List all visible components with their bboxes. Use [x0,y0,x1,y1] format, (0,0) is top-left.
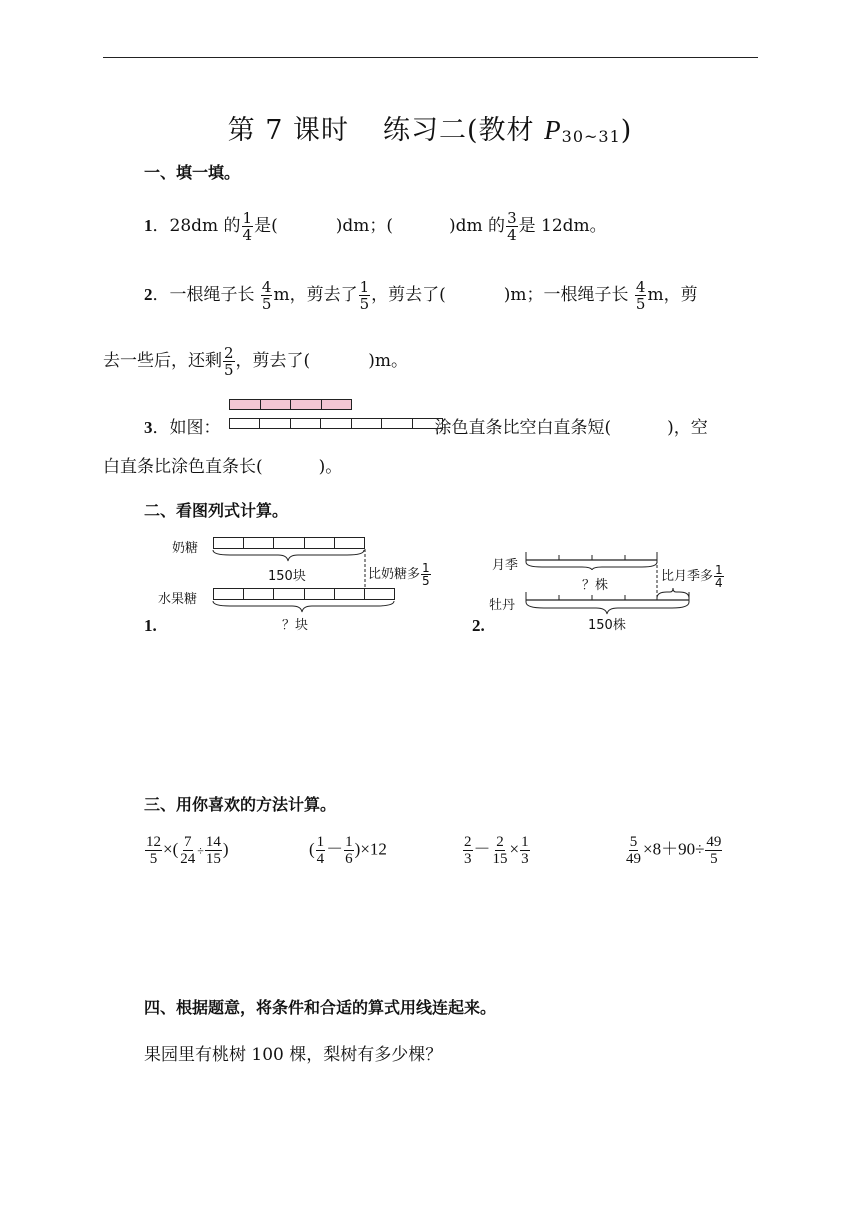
diagram-2-label-peony: 牡丹 [489,598,516,613]
section-1-heading: 一、填一填。 [144,163,241,182]
expression-4: $\frac{5}{49}$ ×8＋90÷ $\frac{49}{5}$ [626,834,722,867]
diagram-1-question: ？块 [282,618,309,633]
diagram-1-number: 1. [144,616,157,635]
question-1-2-cont: 去一些后，还剩 $\frac{2}{5}$ ，剪去了( )m。 [103,344,408,379]
diagram-2-question: ？株 [582,578,609,593]
top-rule [103,57,758,58]
diagram-1-total: 150块 [268,569,306,584]
diagram-2-rose-line [522,548,662,570]
section-2-heading: 二、看图列式计算。 [144,501,289,520]
expression-1: $\frac{12}{5}$ ×( $\frac{7}{24}$ ÷ $\frac{14}{15}$ ) [146,834,229,867]
diagram-1-brace-top [210,549,370,563]
diagram-1-brace-bottom [210,600,400,614]
diagram-2-label-rose: 月季 [492,558,519,573]
diagram-1-milk-bar [213,537,365,549]
diagram-1-label-milk-candy: 奶糖 [172,541,199,556]
page-title: 第 7 课时 练习二(教材 $P_{30\sim 31}$) [227,115,633,146]
section-4-heading: 四、根据题意，将条件和合适的算式用线连起来。 [144,998,497,1017]
question-1-3-cont: 白直条比涂色直条长( )。 [103,457,343,477]
diagram-2-total: 150株 [588,618,626,633]
section-3-heading: 三、用你喜欢的方法计算。 [144,795,337,814]
diagram-1-compare: 比奶糖多 $\frac{1}{5}$ [368,561,430,588]
shaded-strip [229,399,352,410]
diagram-1-fruit-bar [213,588,395,600]
question-1-3: 3．如图： 涂色直条比空白直条短( )，空 [144,418,708,438]
question-1-2: 2．一根绳子长 $\frac{4}{5}$ m，剪去了 $\frac{1}{5}$ ，剪去了( )m；一根绳子长 $\frac{4}{5}$ m，剪 [144,278,698,313]
blank-strip [229,418,443,429]
diagram-2-compare: 比月季多 $\frac{1}{4}$ [661,563,723,590]
diagram-2-number: 2. [472,616,485,635]
section-4-text: 果园里有桃树 100 棵，梨树有多少棵？ [144,1045,443,1065]
expression-2: ( $\frac{1}{4}$ － $\frac{1}{6}$ )×12 [309,834,387,867]
diagram-1-label-fruit-candy: 水果糖 [158,592,198,607]
question-1-1: 1．28dm 的 $\frac{1}{4}$ 是( )dm；( )dm 的 $\frac{3}{4}$ 是 12dm。 [144,209,607,244]
expression-3: $\frac{2}{3}$ － $\frac{2}{15}$ × $\frac{1}{3}$ [464,834,529,867]
